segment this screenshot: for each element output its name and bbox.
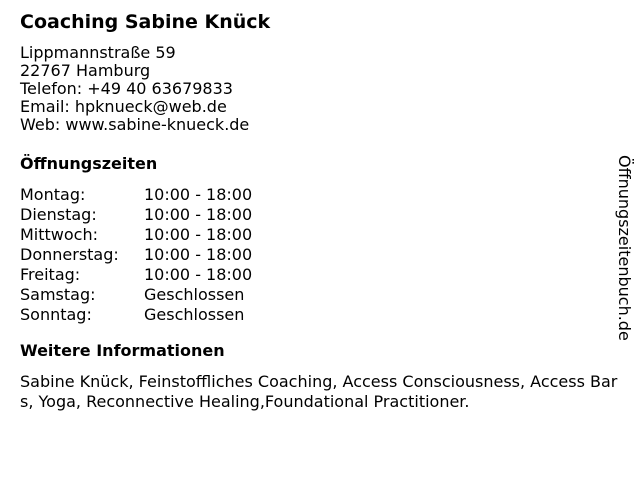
hours-day: Freitag: (20, 265, 81, 284)
site-watermark-text: Öffnungszeitenbuch.de (615, 155, 634, 341)
opening-hours-table (20, 185, 624, 325)
hours-row-thursday (20, 245, 624, 265)
hours-row-sunday (20, 305, 624, 325)
address-block (20, 44, 624, 134)
site-watermark-label (612, 134, 636, 362)
hours-row-wednesday (20, 225, 624, 245)
hours-time: Geschlossen (144, 305, 245, 324)
hours-day: Dienstag: (20, 205, 97, 224)
hours-time: 10:00 - 18:00 (144, 265, 253, 284)
website-address: Web: www.sabine-knueck.de (20, 115, 250, 134)
phone-number: Telefon: +49 40 63679833 (20, 79, 233, 98)
postal-city: 22767 Hamburg (20, 61, 151, 80)
hours-row-saturday (20, 285, 624, 305)
hours-day: Montag: (20, 185, 86, 204)
hours-day: Donnerstag: (20, 245, 119, 264)
hours-time: 10:00 - 18:00 (144, 205, 253, 224)
hours-day: Samstag: (20, 285, 96, 304)
hours-time: 10:00 - 18:00 (144, 225, 253, 244)
email-address: Email: hpknueck@web.de (20, 97, 227, 116)
hours-row-friday (20, 265, 624, 285)
hours-time: 10:00 - 18:00 (144, 185, 253, 204)
opening-hours-heading: Öffnungszeiten (20, 154, 158, 173)
hours-day: Mittwoch: (20, 225, 98, 244)
hours-row-tuesday (20, 205, 624, 225)
hours-time: 10:00 - 18:00 (144, 245, 253, 264)
business-card (20, 8, 624, 412)
street-address: Lippmannstraße 59 (20, 43, 176, 62)
hours-day: Sonntag: (20, 305, 92, 324)
hours-time: Geschlossen (144, 285, 245, 304)
hours-row-monday (20, 185, 624, 205)
more-info-text: Sabine Knück, Feinstoffliches Coaching, Access Consciousness, Access Bars, Yoga, Reconnective Healing,Foundational Practitioner. (20, 372, 618, 411)
business-name: Coaching Sabine Knück (20, 11, 271, 33)
more-info-heading: Weitere Informationen (20, 341, 225, 360)
